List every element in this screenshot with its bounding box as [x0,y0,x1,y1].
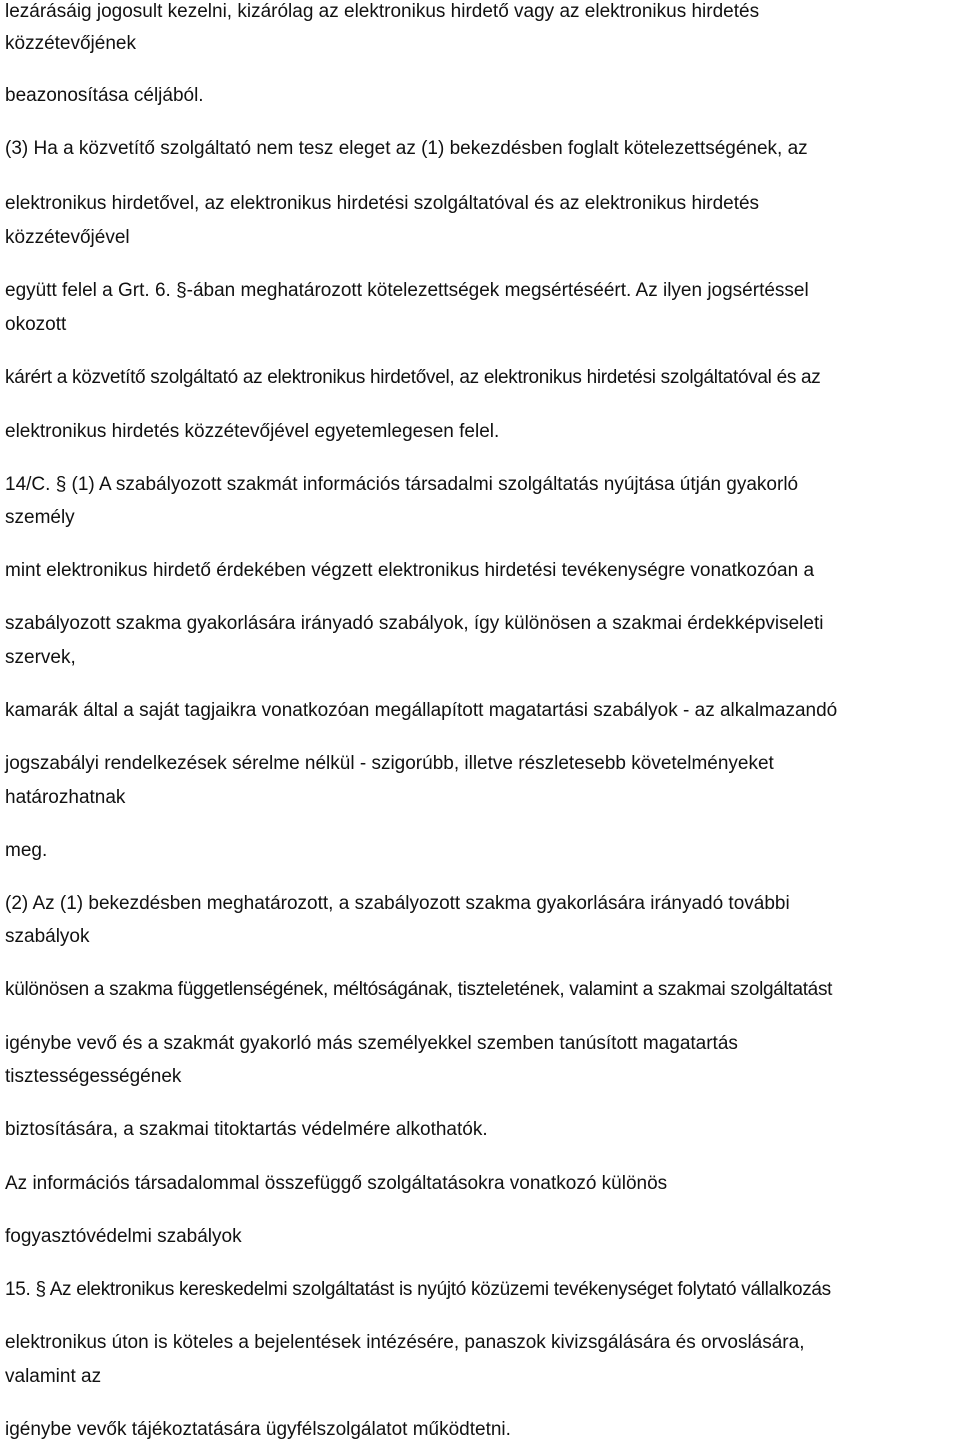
text-line: igénybe vevő és a szakmát gyakorló más személyekkel szemben tanúsított magatartás [5,1033,738,1054]
text-line: valamint az [5,1366,102,1387]
text-line: igénybe vevők tájékoztatására ügyfélszolgálatot működtetni. [5,1419,511,1440]
text-line: lezárásáig jogosult kezelni, kizárólag az elektronikus hirdető vagy az elektronikus hirdetés [5,1,760,22]
text-line: 15. § Az elektronikus kereskedelmi szolgáltatást is nyújtó közüzemi tevékenységet folytató vállalkozás [5,1279,831,1300]
text-line: elektronikus hirdetővel, az elektronikus hirdetési szolgáltatóval és az elektronikus hirdetés [5,193,760,214]
text-line: együtt felel a Grt. 6. §-ában meghatározott kötelezettségek megsértéséért. Az ilyen jogsértéssel [5,280,809,301]
text-line: elektronikus hirdetés közzétevőjével egyetemlegesen felel. [5,421,500,442]
text-line: szabályozott szakma gyakorlására irányadó szabályok, így különösen a szakmai érdekképviseleti [5,613,824,634]
text-line: tisztességességének [5,1066,182,1087]
text-line: szabályok [5,926,90,947]
text-line: okozott [5,314,67,335]
text-line: kárért a közvetítő szolgáltató az elektronikus hirdetővel, az elektronikus hirdetési szolgáltatóval és az [5,367,821,388]
text-line: közzétevőjével [5,227,130,248]
text-line: személy [5,507,75,528]
text-line: (2) Az (1) bekezdésben meghatározott, a szabályozott szakma gyakorlására irányadó további [5,893,790,914]
text-line: határozhatnak [5,787,126,808]
text-line: kamarák által a saját tagjaikra vonatkozóan megállapított magatartási szabályok - az alkalmazandó [5,700,838,721]
text-line: különösen a szakma függetlenségének, méltóságának, tiszteletének, valamint a szakmai szolgáltatást [5,979,833,1000]
text-line: jogszabályi rendelkezések sérelme nélkül - szigorúbb, illetve részletesebb követelményeket [5,753,774,774]
text-line: Az információs társadalommal összefüggő szolgáltatásokra vonatkozó különös [5,1173,668,1194]
text-line: szervek, [5,647,76,668]
text-line: biztosítására, a szakmai titoktartás védelmére alkothatók. [5,1119,488,1140]
text-line: (3) Ha a közvetítő szolgáltató nem tesz eleget az (1) bekezdésben foglalt kötelezettségének, az [5,138,808,159]
text-line: beazonosítása céljából. [5,85,204,106]
text-line: mint elektronikus hirdető érdekében végzett elektronikus hirdetési tevékenységre vonatkozóan a [5,560,815,581]
text-line: 14/C. § (1) A szabályozott szakmát információs társadalmi szolgáltatás nyújtása útján gyakorló [5,474,799,495]
text-line: közzétevőjének [5,33,136,54]
text-line: elektronikus úton is köteles a bejelentések intézésére, panaszok kivizsgálására és orvoslására, [5,1332,805,1353]
text-line: fogyasztóvédelmi szabályok [5,1226,242,1247]
text-line: meg. [5,840,48,861]
